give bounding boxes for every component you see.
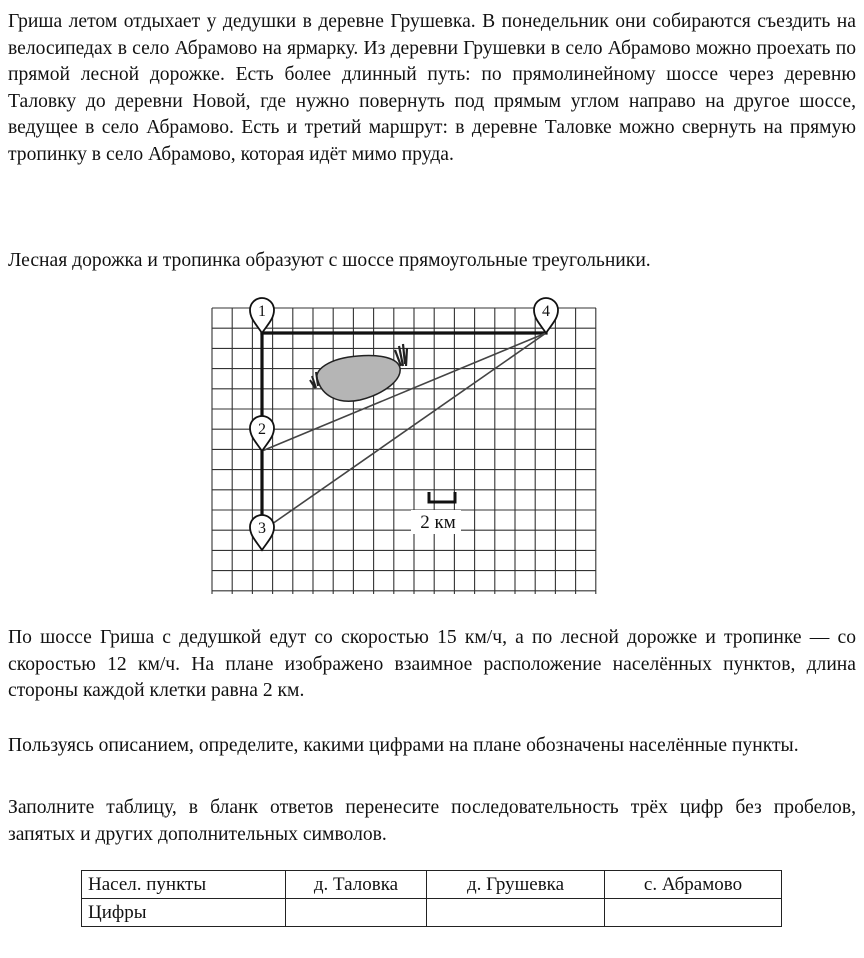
header-talovka: д. Таловка	[286, 871, 427, 899]
pond	[310, 344, 407, 401]
triangles-note: Лесная дорожка и тропинка образуют с шоссе прямоугольные треугольники.	[8, 250, 651, 271]
scale-label: 2 км	[420, 512, 456, 533]
task-description: Гриша летом отдыхает у дедушки в деревне Грушевка. В понедельник они собираются съездить на велосипедах в село Абрамово на ярмарку. Из деревни Грушевки в село Абрамово можно проехать по прямой лесной дорожке. Есть более длинный путь: по прямолинейному шоссе через деревню Таловку до деревни Новой, где нужно повернуть под прямым углом направо на другое шоссе, ведущее в село Абрамово. Есть и третий маршрут: в деревне Таловке можно свернуть на прямую тропинку в село Абрамово, которая идёт мимо пруда.	[8, 11, 856, 165]
table-header-row	[82, 871, 782, 899]
marker-2	[250, 416, 274, 451]
marker-4-label: 4	[542, 303, 550, 320]
question-text: Пользуясь описанием, определите, какими цифрами на плане обозначены населённые пункты.	[8, 735, 799, 756]
header-settlements: Насел. пункты	[82, 871, 286, 899]
marker-3-label: 3	[258, 520, 266, 537]
answer-grushevka[interactable]	[427, 899, 605, 927]
answer-abramovo[interactable]	[605, 899, 782, 927]
instruction-text: Заполните таблицу, в бланк ответов перенесите последовательность трёх цифр без пробелов, запятых и других дополнительных символов.	[8, 797, 856, 845]
table-answer-row	[82, 899, 782, 927]
header-abramovo: с. Абрамово	[605, 871, 782, 899]
marker-2-label: 2	[258, 421, 266, 438]
answer-talovka[interactable]	[286, 899, 427, 927]
scale-bar	[411, 492, 461, 534]
answer-table	[81, 870, 782, 927]
header-grushevka: д. Грушевка	[427, 871, 605, 899]
marker-3	[250, 515, 274, 550]
marker-1-label: 1	[258, 303, 266, 320]
speed-description: По шоссе Гриша с дедушкой едут со скоростью 15 км/ч, а по лесной дорожке и тропинке — со скоростью 12 км/ч. На плане изображено взаимное расположение населённых пунктов, длина стороны каждой клетки равна 2 км.	[8, 627, 856, 702]
settlement-map	[200, 288, 600, 598]
row-label-digits: Цифры	[82, 899, 286, 927]
